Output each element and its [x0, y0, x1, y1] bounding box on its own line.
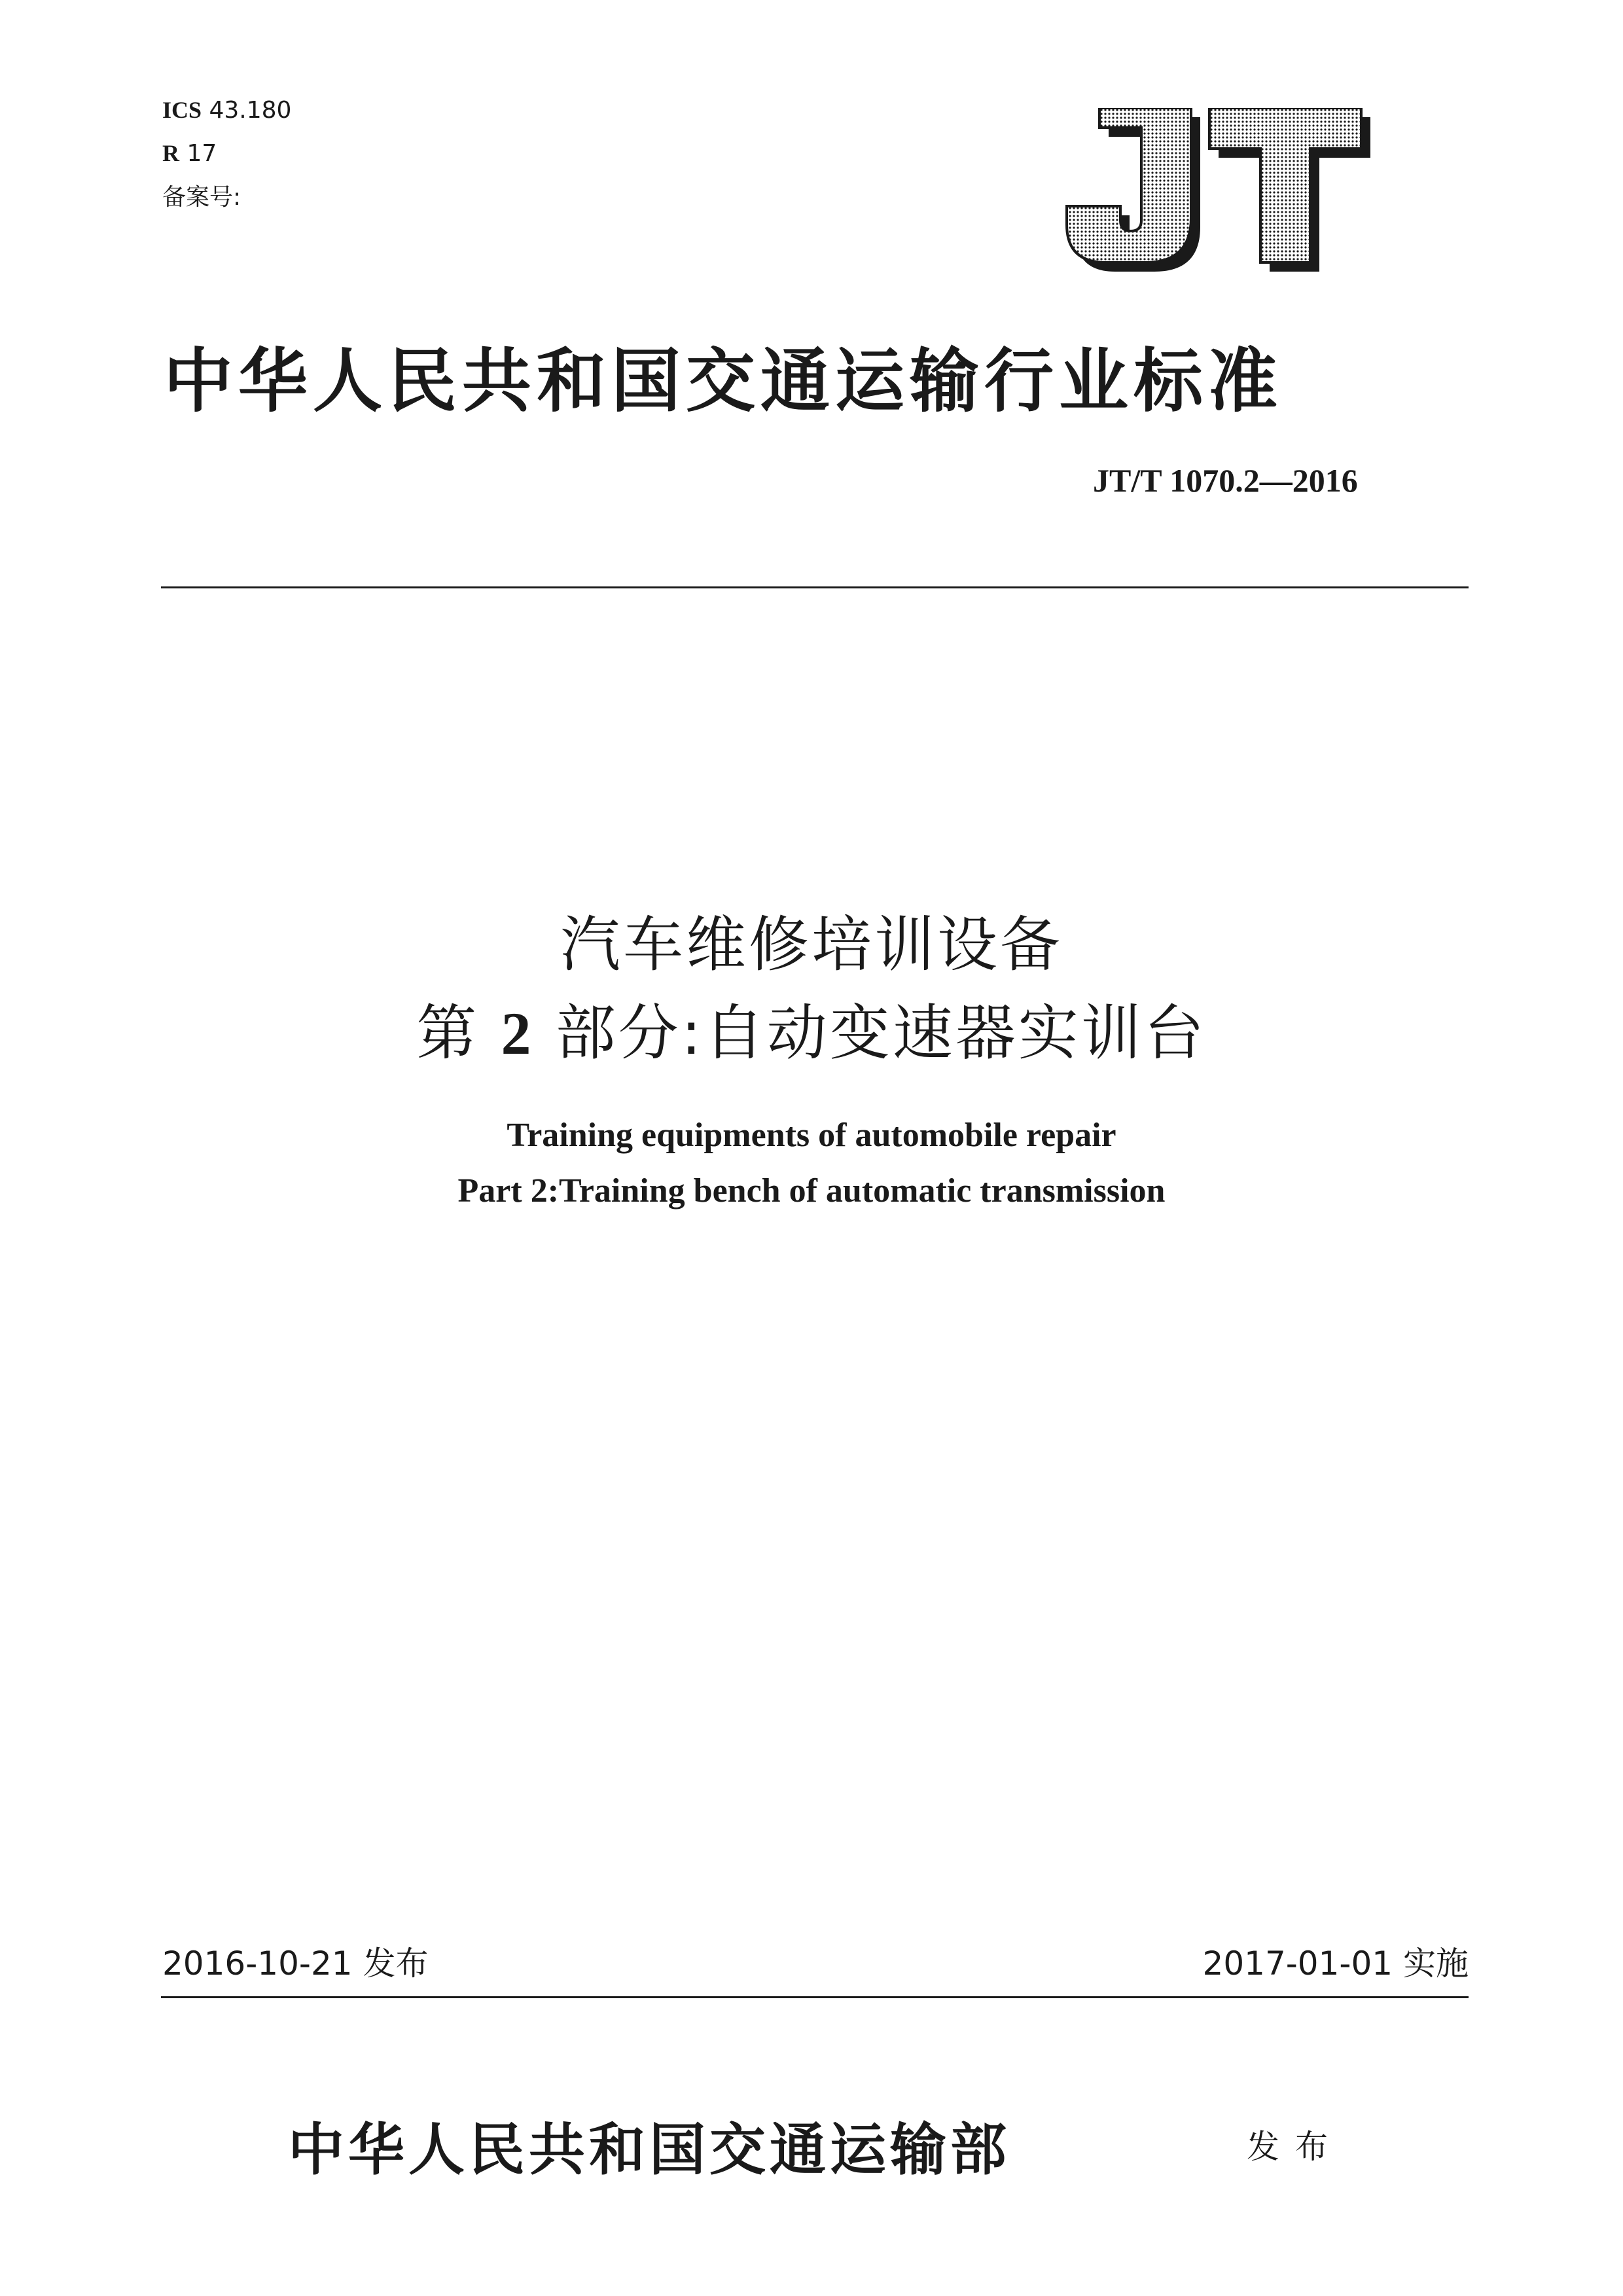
ics-label: ICS	[162, 97, 202, 123]
header-divider	[161, 586, 1469, 588]
jt-standard-logo-icon	[1060, 108, 1381, 272]
ics-value: 43.180	[209, 97, 292, 124]
title-en-line1: Training equipments of automobile repair	[507, 1117, 1116, 1154]
footer-divider	[161, 1996, 1469, 1998]
publish-label: 发布	[1247, 2128, 1344, 2166]
ics-code	[162, 98, 291, 122]
record-number-label: 备案号:	[162, 184, 241, 211]
standard-category-title: 中华人民共和国交通运输行业标准	[164, 340, 1283, 422]
ccs-value: 17	[187, 140, 217, 167]
title-zh-part-prefix: 第	[416, 998, 480, 1068]
jt-logo	[1060, 108, 1381, 272]
title-zh-part-rest: 部分:自动变速器实训台	[555, 998, 1207, 1068]
issuing-authority: 中华人民共和国交通运输部	[288, 2117, 1010, 2183]
standard-code: JT/T 1070.2—2016	[1093, 462, 1358, 499]
title-zh-line1: 汽车维修培训设备	[560, 910, 1063, 980]
title-zh-line2	[0, 985, 1623, 1071]
title-en-line2: Part 2:Training bench of automatic transmission	[457, 1172, 1166, 1210]
title-zh-part-number: 2	[501, 1000, 534, 1067]
ccs-label: R	[162, 140, 179, 166]
ccs-code	[162, 141, 217, 166]
issue-date: 2016-10-21 发布	[162, 1945, 429, 1982]
implementation-date: 2017-01-01 实施	[1202, 1945, 1469, 1982]
